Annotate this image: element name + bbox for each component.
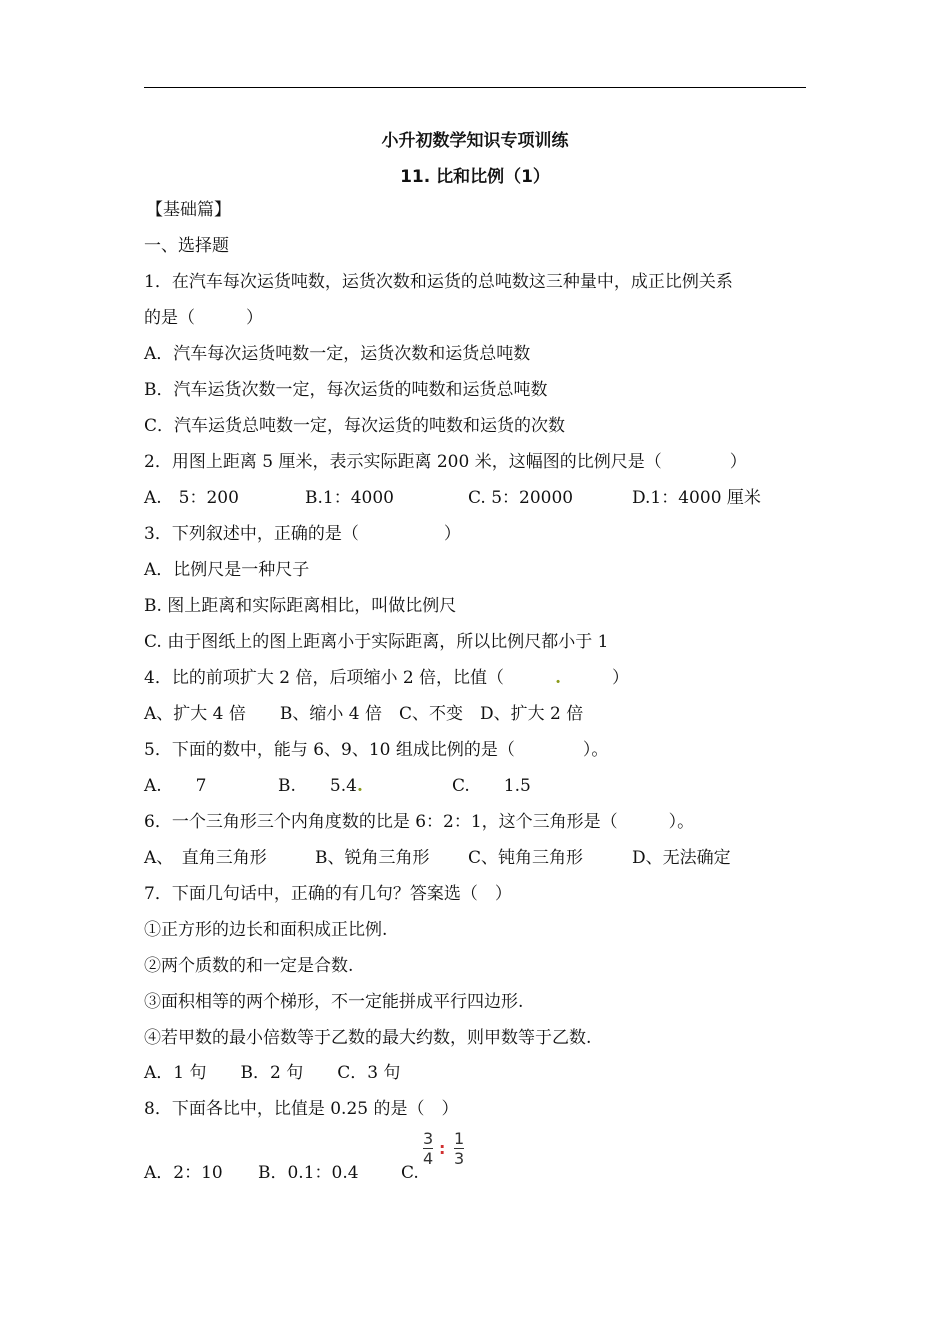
q1-stem-line1: 1．在汽车每次运货吨数，运货次数和运货的总吨数这三种量中，成正比例关系 [144, 272, 733, 292]
q6-option-b: B、锐角三角形 [315, 848, 430, 868]
q8-fraction-1-denominator: 4 [423, 1149, 434, 1168]
q8-option-a: A．2：10 [144, 1163, 223, 1183]
q8-option-c: C. [401, 1163, 419, 1183]
q8-fraction-1 [423, 1130, 433, 1167]
q8-fraction-1-numerator: 3 [423, 1129, 434, 1148]
q8-option-b: B．0.1：0.4 [258, 1163, 359, 1183]
q7-statement-4: ④若甲数的最小倍数等于乙数的最大约数，则甲数等于乙数. [144, 1028, 592, 1048]
q4-stem-dot: . [555, 668, 561, 688]
q3-option-c: C. 由于图纸上的图上距离小于实际距离，所以比例尺都小于 1 [144, 632, 609, 652]
header-rule [144, 87, 806, 88]
q7-statement-3: ③面积相等的两个梯形，不一定能拼成平行四边形. [144, 992, 524, 1012]
q6-option-a: A、 直角三角形 [144, 848, 267, 868]
q6-stem: 6．一个三角形三个内角度数的比是 6：2：1，这个三角形是（ ）。 [144, 812, 695, 832]
q2-option-b: B.1：4000 [305, 488, 394, 508]
page-subtitle: 11. 比和比例（1） [400, 167, 550, 187]
q7-statement-1: ①正方形的边长和面积成正比例. [144, 920, 388, 940]
q4-stem-close: ） [560, 668, 629, 688]
q3-option-b: B. 图上距离和实际距离相比，叫做比例尺 [144, 596, 457, 616]
section-heading: 【基础篇】 [146, 200, 231, 220]
q2-option-c: C. 5：20000 [468, 488, 574, 508]
q5-option-c: C. 1.5 [452, 776, 531, 796]
q2-option-a: A. 5：200 [144, 488, 239, 508]
q8-stem: 8．下面各比中，比值是 0.25 的是（ ） [144, 1099, 459, 1119]
q1-option-b: B．汽车运货次数一定，每次运货的吨数和运货总吨数 [144, 380, 548, 400]
q2-stem: 2．用图上距离 5 厘米，表示实际距离 200 米，这幅图的比例尺是（ ） [144, 452, 747, 472]
q1-option-a: A．汽车每次运货吨数一定，运货次数和运货总吨数 [144, 344, 531, 364]
q5-option-b-text: B. 5.4 [278, 776, 357, 796]
q2-option-d: D.1：4000 厘米 [632, 488, 761, 508]
part-heading: 一、选择题 [144, 236, 229, 256]
q4-stem-text: 4．比的前项扩大 2 倍，后项缩小 2 倍，比值（ [144, 668, 556, 688]
q5-stem: 5．下面的数中，能与 6、9、10 组成比例的是（ ）。 [144, 740, 609, 760]
q4-options: A、扩大 4 倍 B、缩小 4 倍 C、不变 D、扩大 2 倍 [144, 704, 584, 724]
q8-fraction-2 [454, 1130, 464, 1167]
q5-option-b-dot: . [356, 776, 363, 796]
q6-option-c: C、钝角三角形 [468, 848, 584, 868]
q8-ratio-colon: : [439, 1139, 446, 1158]
q1-stem-line2: 的是（ ） [144, 308, 263, 328]
q7-statement-2: ②两个质数的和一定是合数. [144, 956, 354, 976]
q7-options: A．1 句 B．2 句 C．3 句 [144, 1063, 401, 1083]
q3-stem: 3．下列叙述中，正确的是（ ） [144, 524, 461, 544]
q5-option-a: A. 7 [144, 776, 207, 796]
q7-stem: 7．下面几句话中，正确的有几句？答案选（ ） [144, 884, 512, 904]
q6-option-d: D、无法确定 [632, 848, 731, 868]
q5-option-b [278, 774, 363, 798]
q3-option-a: A．比例尺是一种尺子 [144, 560, 310, 580]
q8-fraction-2-numerator: 1 [454, 1129, 465, 1148]
page-title: 小升初数学知识专项训练 [381, 131, 569, 151]
q4-stem [144, 666, 629, 690]
q8-fraction-2-denominator: 3 [454, 1149, 465, 1168]
q1-option-c: C．汽车运货总吨数一定，每次运货的吨数和运货的次数 [144, 416, 566, 436]
